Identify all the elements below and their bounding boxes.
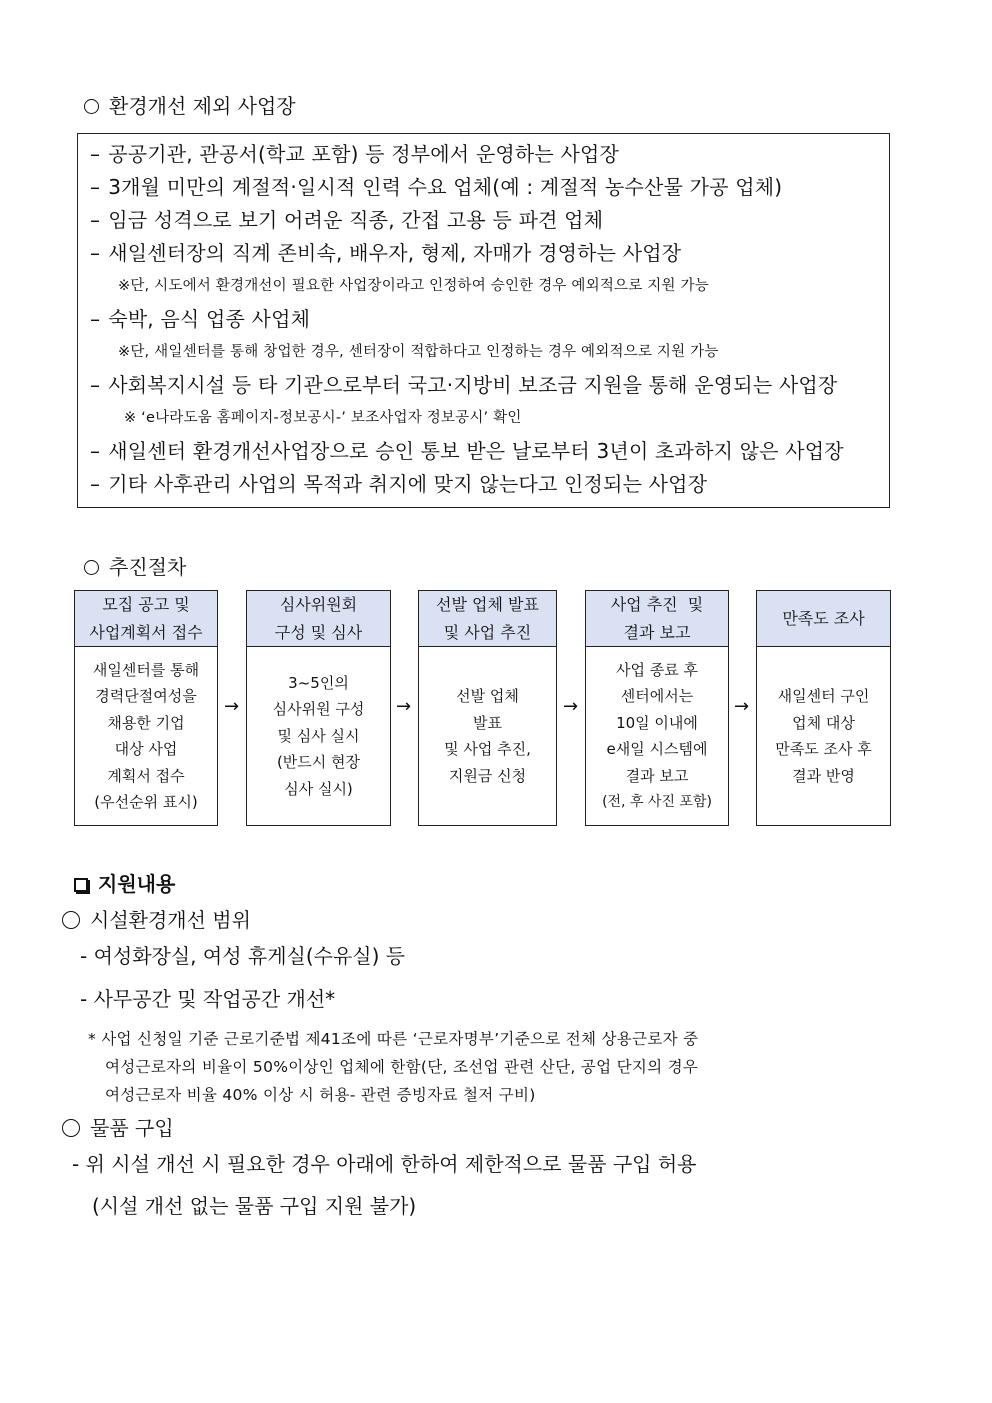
facility-note-2: 여성근로자의 비율이 50%이상인 업체에 한함(단, 조선업 관련 산단, 공업 단지의 경우 — [105, 1058, 699, 1076]
arrow-right-icon: → — [224, 696, 240, 717]
step-3-body: 선발 업체 발표 및 사업 추진, 지원금 신청 — [418, 647, 557, 826]
list-item: – 새일센터장의 직계 존비속, 배우자, 형제, 자매가 경영하는 사업장 — [90, 241, 682, 265]
list-item: – 사회복지시설 등 타 기관으로부터 국고·지방비 보조금 지원을 통해 운영되는 사업장 — [90, 373, 838, 397]
facility-note-1: * 사업 신청일 기준 근로기준법 제41조에 따른 ‘근로자명부’기준으로 전체 상용근로자 중 — [88, 1030, 699, 1048]
step-2-header: 심사위원회 구성 및 심사 — [246, 590, 391, 647]
arrow-right-icon: → — [734, 696, 750, 717]
step-4-header: 사업 추진 및 결과 보고 — [585, 590, 729, 647]
purchase-heading: 물품 구입 — [62, 1112, 174, 1141]
list-item: – 숙박, 음식 업종 사업체 — [90, 307, 311, 331]
step-1-body: 새일센터를 통해 경력단절여성을 채용한 기업 대상 사업 계획서 접수 (우선순위 표시) — [74, 647, 218, 826]
purchase-line-2: (시설 개선 없는 물품 구입 지원 불가) — [92, 1194, 417, 1218]
list-note: ※단, 새일센터를 통해 창업한 경우, 센터장이 적합하다고 인정하는 경우 예외적으로 지원 가능 — [118, 344, 719, 360]
exclusion-box — [77, 133, 890, 508]
facility-heading: 시설환경개선 범위 — [62, 904, 251, 933]
exclusion-heading: 환경개선 제외 사업장 — [84, 90, 296, 119]
list-item: – 기타 사후관리 사업의 목적과 취지에 맞지 않는다고 인정되는 사업장 — [90, 472, 708, 496]
list-item: – 3개월 미만의 계절적·일시적 인력 수요 업체(예 : 계절적 농수산물 가공 업체) — [90, 175, 783, 199]
list-note: ※단, 시도에서 환경개선이 필요한 사업장이라고 인정하여 승인한 경우 예외적으로 지원 가능 — [118, 278, 709, 294]
procedure-heading: 추진절차 — [84, 551, 186, 580]
list-item: – 새일센터 환경개선사업장으로 승인 통보 받은 날로부터 3년이 초과하지 않은 사업장 — [90, 439, 844, 463]
exclusion-list — [90, 138, 880, 501]
circle-bullet-icon — [84, 560, 99, 575]
facility-line-1: - 여성화장실, 여성 휴게실(수유실) 등 — [80, 944, 406, 968]
list-note: ※ ‘e나라도움 홈페이지-정보공시-’ 보조사업자 정보공시’ 확인 — [124, 410, 522, 426]
step-3-header: 선발 업체 발표 및 사업 추진 — [418, 590, 557, 647]
list-item: – 임금 성격으로 보기 어려운 직종, 간접 고용 등 파견 업체 — [90, 208, 604, 232]
square-bullet-icon — [74, 878, 88, 892]
step-5-header: 만족도 조사 — [756, 590, 891, 647]
step-5-body: 새일센터 구인 업체 대상 만족도 조사 후 결과 반영 — [756, 647, 891, 826]
facility-note-3: 여성근로자 비율 40% 이상 시 허용- 관련 증빙자료 철저 구비) — [105, 1086, 536, 1104]
circle-bullet-icon — [62, 1119, 80, 1137]
step-1-header: 모집 공고 및 사업계획서 접수 — [74, 590, 218, 647]
facility-line-2: - 사무공간 및 작업공간 개선* — [80, 987, 336, 1011]
purchase-line-1: - 위 시설 개선 시 필요한 경우 아래에 한하여 제한적으로 물품 구입 허용 — [72, 1152, 697, 1176]
arrow-right-icon: → — [563, 696, 579, 717]
list-item: – 공공기관, 관공서(학교 포함) 등 정부에서 운영하는 사업장 — [90, 142, 620, 166]
arrow-right-icon: → — [396, 696, 412, 717]
support-title: 지원내용 — [74, 868, 175, 897]
circle-bullet-icon — [84, 99, 99, 114]
step-2-body: 3~5인의 심사위원 구성 및 심사 실시 (반드시 현장 심사 실시) — [246, 647, 391, 826]
step-4-body: 사업 종료 후 센터에서는 10일 이내에 e새일 시스템에 결과 보고 (전, 후 사진 포함) — [585, 647, 729, 826]
circle-bullet-icon — [62, 911, 80, 929]
